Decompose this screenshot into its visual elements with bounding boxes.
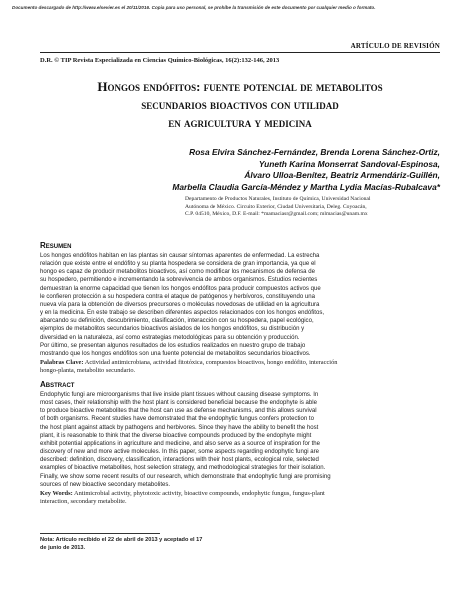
affiliation-line: C.P. 04510, México, D.F. E-mail: *mamaciasr@gmail.com; mlmacias@unam.mx — [185, 211, 368, 218]
received-line: de junio de 2013. — [40, 544, 86, 551]
abstract-line: Finally, we show some recent results of our research, which demonstrate that endophytic fungi are promising — [40, 473, 331, 480]
author-list — [40, 147, 440, 193]
resumen-line: le confieren protección a su hospedera contra el ataque de patógenos y herbívoros, constituyendo una — [40, 293, 315, 300]
title-line: en agricultura y medicina — [168, 115, 312, 130]
resumen-line: Los hongos endófitos habitan en las plantas sin causar síntomas aparentes de enfermedad. La estrecha — [40, 253, 320, 259]
abstract-heading: Abstract — [40, 380, 75, 389]
palabras-clave-text: hongo-planta, metabolito secundario. — [40, 367, 136, 375]
abstract-body — [40, 391, 440, 489]
title-line: secundarios bioactivos con utilidad — [141, 97, 339, 112]
abstract-line: sources of new bioactive secondary metabolites. — [40, 481, 171, 488]
palabras-clave-label: Palabras Clave: — [40, 359, 84, 366]
article-title — [40, 78, 440, 132]
resumen-line: abarcando su definición, descubrimiento, clasificación, interacción con su hospedera, papel ecológico, — [40, 318, 314, 325]
affiliation-line: Autónoma de México. Circuito Exterior, Ciudad Universitaria, Deleg. Coyoacán, — [185, 203, 367, 210]
title-line: Hongos endófitos: fuente potencial de metabolitos — [97, 79, 383, 94]
abstract-line: plant, it is reasonable to think that the diverse bioactive compounds produced by the endophyte might — [40, 432, 312, 439]
header-rule — [40, 52, 440, 53]
resumen-line: mostrando que los hongos endófitos son una fuente potencial de metabolitos secundarios bioactivos. — [40, 350, 311, 357]
abstract-line: exhibit potential applications in agriculture and medicine, and also serve as a source of inspiration for the — [40, 440, 320, 447]
affiliation-line: Departamento de Productos Naturales, Instituto de Química, Universidad Nacional — [185, 196, 371, 202]
key-words — [40, 490, 440, 506]
resumen-line: relación que existe entre el endófito y su planta hospedera se considera de gran importancia, ya que el — [40, 261, 316, 268]
affiliation — [185, 196, 445, 219]
received-line: Nota: Artículo recibido el 22 de abril de 2013 y aceptado el 17 — [40, 537, 203, 543]
author-line: Marbella Claudia García-Méndez y Martha Lydia Macías-Rubalcava* — [172, 181, 440, 192]
download-notice: Documento descargado de http://www.elsevier.es el 20/11/2016. Copia para uso personal, se prohíbe la transmisión de este documento por cualquier medio o formato. — [12, 5, 376, 10]
resumen-heading: Resumen — [40, 241, 72, 250]
journal-citation: D.R. © TIP Revista Especializada en Ciencias Químico-Biológicas, 16(2):132-146, 2013 — [40, 57, 280, 64]
received-note — [40, 537, 340, 552]
resumen-line: nueva vía para la obtención de diversos precursores o moléculas novedosas de utilidad en la agricultura — [40, 301, 320, 308]
resumen-line: y en la medicina. En este trabajo se describen diferentes aspectos relacionados con los hongos endófitos, — [40, 310, 325, 317]
key-words-label: Key Words: — [40, 490, 73, 497]
abstract-line: discovery of new and more active molecules. In this paper, some aspects regarding endophytic fungi are — [40, 449, 319, 456]
resumen-line: ejemplos de metabolitos secundarios bioactivos aislados de los hongos endófitos, su distribución y — [40, 326, 305, 333]
footnote-rule — [40, 533, 160, 534]
author-line: Yuneth Karina Monserrat Sandoval-Espinosa, — [258, 158, 440, 169]
abstract-line: examples of bioactive metabolites, host selection strategy, and methodological strategies for their isolation. — [40, 465, 326, 472]
palabras-clave-text: Actividad antimicrobiana, actividad fitotóxica, compuestos bioactivos, hongo endófito, interacción — [83, 359, 338, 366]
palabras-clave — [40, 359, 440, 375]
resumen-line: Por último, se presentan algunos resultados de los estudios realizados en nuestro grupo de trabajo — [40, 342, 306, 349]
abstract-line: described: definition, discovery, classification, interactions with their host plants, ecological role, selected — [40, 457, 319, 464]
abstract-line: the host plant against attack by pathogens and herbivores. Since they have the ability to benefit the host — [40, 424, 319, 431]
resumen-line: demuestran la enorme capacidad que tienen los hongos endófitos para producir compuestos activos que — [40, 285, 321, 292]
resumen-line: hongo es capaz de producir metabolitos bioactivos, así como modificar los mecanismos de defensa de — [40, 269, 315, 276]
section-label: ARTÍCULO DE REVISIÓN — [350, 42, 440, 50]
abstract-line: Endophytic fungi are microorganisms that live inside plant tissues without causing disease symptoms. In — [40, 392, 319, 398]
author-line: Rosa Elvira Sánchez-Fernández, Brenda Lorena Sánchez-Ortiz, — [189, 147, 440, 157]
abstract-line: of both organisms. Recent studies have demonstrated that the endophytic fungus confers protection to — [40, 416, 314, 423]
abstract-line: most cases, their relationship with the host plant is considered beneficial because the endophyte is able — [40, 400, 317, 407]
resumen-body — [40, 252, 440, 358]
abstract-line: to produce bioactive metabolites that the host can use as defense mechanisms, and this allows survival — [40, 408, 317, 415]
author-line: Álvaro Ulloa-Benítez, Beatriz Armendáriz-Guillén, — [244, 170, 440, 180]
key-words-text: interaction, secondary metabolite. — [40, 498, 127, 506]
resumen-line: diversidad en la naturaleza, así como estrategias metodológicas para su obtención y producción. — [40, 334, 300, 341]
key-words-text: Antimicrobial activity, phytotoxic activity, bioactive compounds, endophytic fungus, fungus-plant — [72, 490, 325, 497]
resumen-line: su hospedero, permitiendo e incrementando la sobrevivencia de ambos organismos. Estudios recientes — [40, 277, 318, 284]
